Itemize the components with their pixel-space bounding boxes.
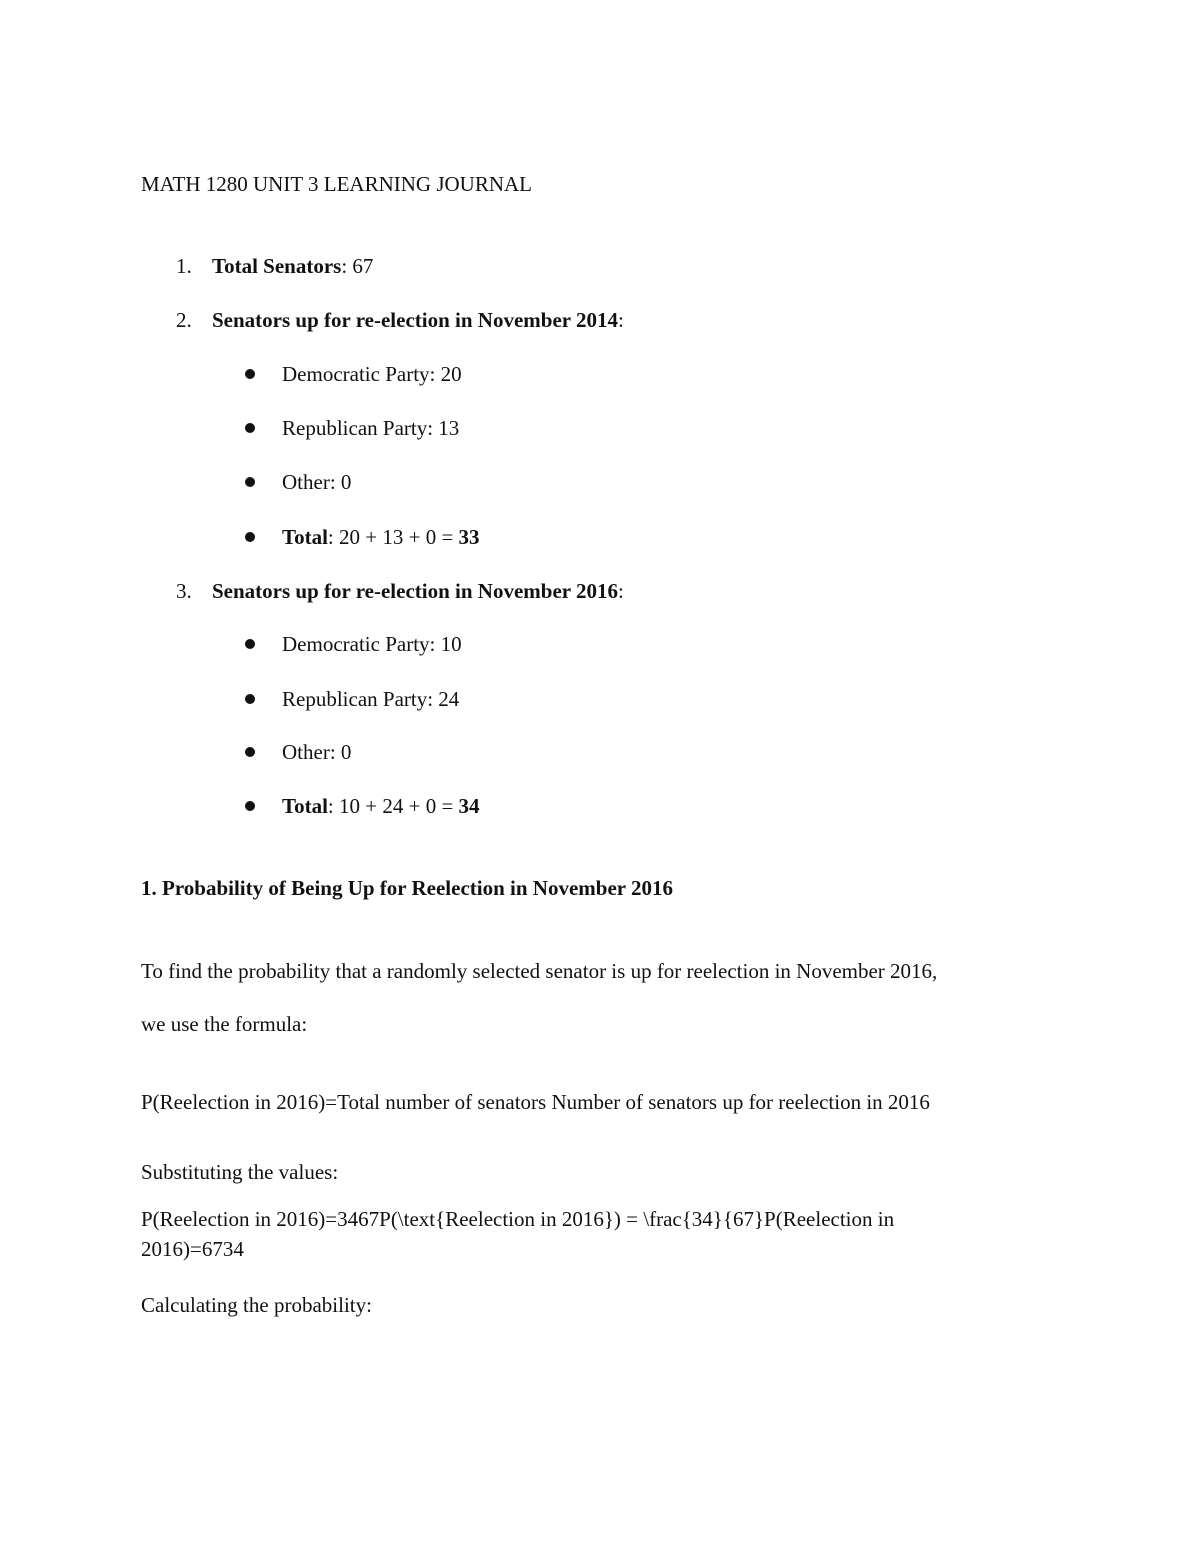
sublist-item: Republican Party: 24 (282, 687, 460, 711)
sublist-item-total (282, 792, 480, 820)
formula-line: P(Reelection in 2016)=Total number of senators Number of senators up for reelection in 2016 (141, 1090, 930, 1114)
list-item-label: Senators up for re-election in November 2014 (212, 308, 618, 332)
list-number: 3. (176, 579, 192, 603)
list-number: 2. (176, 308, 192, 332)
bullet-icon (245, 639, 255, 649)
total-label: Total (282, 525, 328, 549)
bullet-icon (245, 423, 255, 433)
total-expression: : 10 + 24 + 0 = (327, 794, 459, 818)
sublist-item: Other: 0 (282, 740, 352, 764)
list-item-total-senators (212, 252, 373, 280)
bullet-icon (245, 747, 255, 757)
list-item-suffix: : (617, 579, 624, 603)
list-item-2014 (212, 306, 624, 334)
total-result: 34 (458, 794, 480, 818)
sublist-item-total (282, 523, 480, 551)
bullet-icon (245, 801, 255, 811)
sublist-item: Democratic Party: 10 (282, 632, 462, 656)
list-item-label: Senators up for re-election in November 2016 (212, 579, 618, 603)
bullet-icon (245, 477, 255, 487)
sublist-item: Democratic Party: 20 (282, 362, 462, 386)
list-item-label: Total Senators (212, 254, 342, 278)
document-title: MATH 1280 UNIT 3 LEARNING JOURNAL (141, 172, 533, 196)
paragraph-line: To find the probability that a randomly selected senator is up for reelection in November 2016, (141, 959, 938, 983)
list-item-suffix: : (617, 308, 624, 332)
bullet-icon (245, 369, 255, 379)
calculating-text: Calculating the probability: (141, 1293, 372, 1317)
list-item-2016 (212, 577, 624, 605)
list-item-value: : 67 (341, 254, 374, 278)
list-number: 1. (176, 254, 192, 278)
paragraph-line: we use the formula: (141, 1012, 308, 1036)
total-label: Total (282, 794, 328, 818)
sublist-item: Republican Party: 13 (282, 416, 460, 440)
bullet-icon (245, 532, 255, 542)
total-result: 33 (458, 525, 480, 549)
total-expression: : 20 + 13 + 0 = (327, 525, 459, 549)
sublist-item: Other: 0 (282, 470, 352, 494)
substitution-line: P(Reelection in 2016)=3467P(\text{Reelection in 2016}) = \frac{34}{67}P(Reelection in (141, 1207, 895, 1231)
substitution-line: 2016)=6734 (141, 1237, 244, 1261)
substituting-text: Substituting the values: (141, 1160, 339, 1184)
bullet-icon (245, 694, 255, 704)
section-heading: 1. Probability of Being Up for Reelection in November 2016 (141, 876, 673, 900)
